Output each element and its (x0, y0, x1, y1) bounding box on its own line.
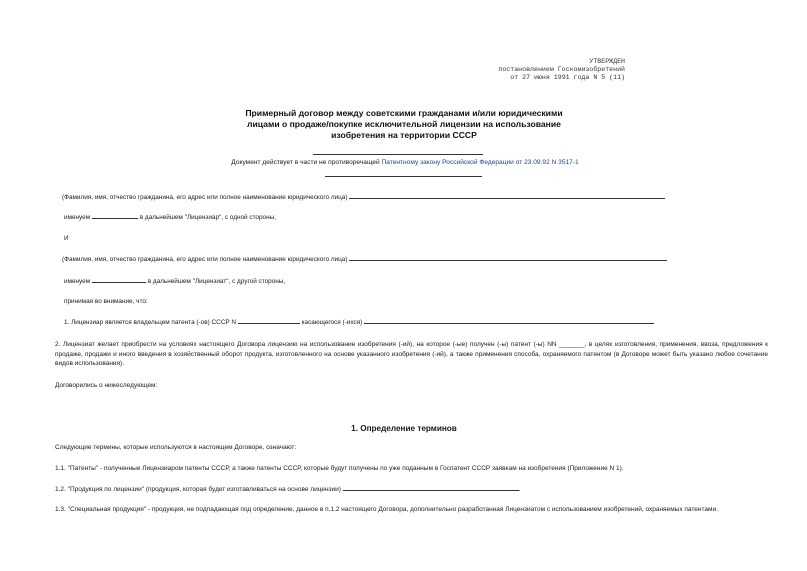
patent-number-blank (238, 323, 300, 324)
term-1-2-end: . (518, 486, 521, 493)
party2-named-suffix: в дальнейшем "Лицензиат", с другой стороны, (147, 278, 286, 285)
document-validity-note (120, 159, 690, 168)
term-1-3: 1.3. "Специальная продукция" - продукция, не подпадающая под определение, данное в п.1.2 настоящего Договора, дополнительно разработанная Лицензиатом с использованием изобретений, охраняемых патентами. (55, 506, 718, 513)
party2-named (64, 278, 285, 286)
approval-line-2: постановлением Госкомизобретений (498, 66, 625, 74)
agreed-statement: Договорились о нижеследующем: (55, 382, 158, 389)
party1-description (62, 194, 665, 202)
terms-intro: Следующие термины, которые используются в настоящем Договоре, означают: (55, 444, 297, 451)
party1-named-suffix: в дальнейшем "Лицензиар", с одной стороны, (139, 214, 276, 221)
party2-blank (349, 260, 667, 261)
approval-stamp (498, 58, 625, 83)
validity-note-text: Документ действует в части не противоречащей (231, 159, 382, 166)
title-line-1: Примерный договор между советскими гражданами и/или юридическими (245, 108, 563, 118)
patent-law-link[interactable]: Патентному закону Российской Федерации от 23.09.92 N 3517-1 (381, 159, 579, 166)
clause-1 (64, 319, 654, 327)
title-line-2: лицами о продаже/покупке исключительной лицензии на использование (247, 119, 561, 129)
term-1-2 (55, 485, 768, 495)
term-1-2-text: 1.2. "Продукция по лицензии" (продукция, которая будет изготавливаться на основе лицензии) (55, 486, 341, 493)
party2-description-label: (Фамилия, имя, отчество гражданина, его адрес или полное наименование юридического лица) (62, 256, 348, 263)
and-conjunction: И (64, 235, 69, 242)
party2-description (62, 256, 667, 264)
term-1-1: 1.1. "Патенты" - полученные Лицензиаром патенты СССР, а также патенты СССР, которые будут получены по уже поданным в Госпатент СССР заявкам на изобретения (Приложение N 1). (55, 465, 624, 472)
term-1-2-blank (343, 490, 519, 491)
divider-bottom (325, 176, 482, 177)
divider-top (313, 154, 483, 155)
party1-named-label: именуем (64, 214, 91, 221)
clause-1-text-b: касающегося (-ихся) (301, 319, 363, 326)
party2-named-blank (92, 282, 146, 283)
party1-named (64, 214, 276, 222)
clause-2: 2. Лицензиат желает приобрести на условиях настоящего Договора лицензию на использование изобретения (-ий), на которое (-ые) получен (-ы) патент (-ы) NN _______, в целях изготовления, применения, ввоза, предложения к продаже, продажи и иного введения в хозяйственный оборот продукта, изготовленного на основе указанного изобретения (-ий), а также применения способа, охраняемого патентом (в Договоре может быть указано любое сочетание видов использования). (55, 341, 768, 368)
party1-blank (349, 198, 665, 199)
clause-1-text: 1. Лицензиар является владельцем патента (-ов) СССР N (64, 319, 237, 326)
document-title (200, 108, 608, 141)
party2-named-label: именуем (64, 278, 91, 285)
approval-line-3: от 27 июня 1991 года N 5 (11) (510, 74, 625, 82)
approval-line-1: УТВЕРЖДЕН (589, 58, 625, 65)
party1-description-label: (Фамилия, имя, отчество гражданина, его адрес или полное наименование юридического лица) (62, 194, 348, 201)
patent-subject-blank (364, 323, 654, 324)
party1-named-blank (92, 218, 138, 219)
considering-clause: принимая во внимание, что: (64, 298, 148, 305)
title-line-3: изобретения на территории СССР (331, 130, 477, 140)
section-1-heading: 1. Определение терминов (351, 424, 457, 433)
